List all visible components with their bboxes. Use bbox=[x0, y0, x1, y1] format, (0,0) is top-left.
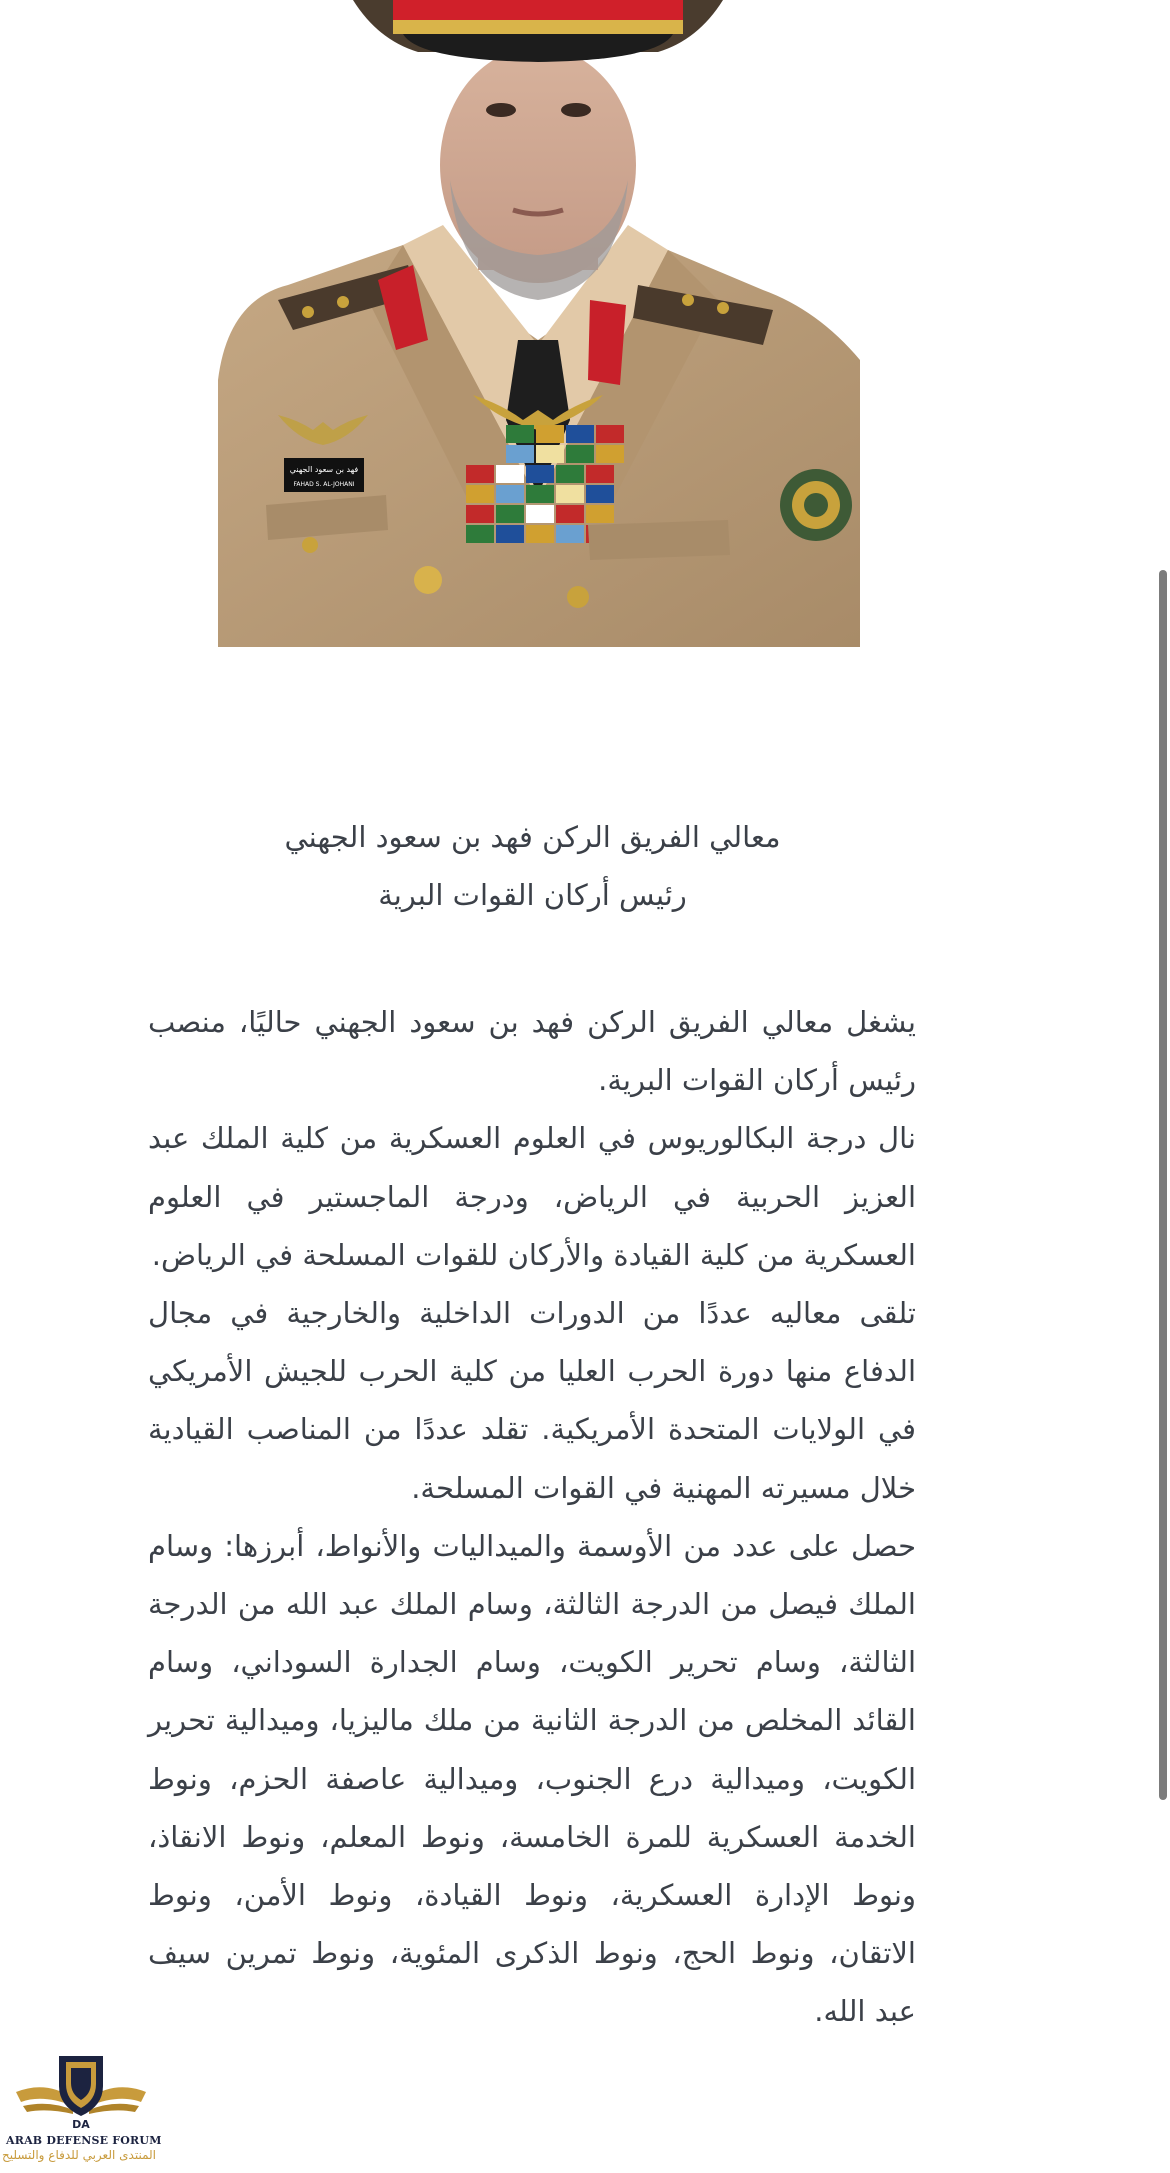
arab-defense-forum-watermark bbox=[2, 2050, 162, 2168]
watermark-arabic-text: المنتدى العربي للدفاع والتسليح bbox=[2, 2148, 156, 2162]
logo-mark-text: DA bbox=[72, 2118, 90, 2131]
vertical-scrollbar[interactable] bbox=[1156, 560, 1170, 1810]
general-name-heading: معالي الفريق الركن فهد بن سعود الجهني bbox=[284, 820, 781, 854]
profile-photo bbox=[218, 0, 860, 647]
bio-paragraph-courses: تلقى معاليه عددًا من الدورات الداخلية والخارجية في مجال الدفاع منها دورة الحرب العليا من كلية الحرب للجيش الأمريكي في الولايات المتحدة الأمريكية. تقلد عددًا من المناصب القيادية خلال مسيرته المهنية في القوات المسلحة. bbox=[148, 1296, 916, 1505]
bio-paragraph-education: نال درجة البكالوريوس في العلوم العسكرية من كلية الملك عبد العزيز الحربية في الرياض، ودرجة الماجستير في العلوم العسكرية من كلية القيادة والأركان للقوات المسلحة في الرياض. bbox=[148, 1121, 916, 1272]
general-position-heading: رئيس أركان القوات البرية bbox=[378, 878, 687, 912]
name-tag-arabic: فهد بن سعود الجهني bbox=[289, 465, 359, 474]
eagle-shield-logo-icon bbox=[11, 2050, 151, 2132]
bio-paragraph-awards: حصل على عدد من الأوسمة والميداليات والأنواط، أبرزها: وسام الملك فيصل من الدرجة الثالثة، وسام الملك عبد الله من الدرجة الثالثة، وسام تحرير الكويت، وسام الجدارة السوداني، وسام القائد المخلص من الدرجة الثانية من ملك ماليزيا، وميدالية تحرير الكويت، وميدالية درع الجنوب، وميدالية عاصفة الحزم، ونوط الخدمة العسكرية للمرة الخامسة، ونوط المعلم، ونوط الانقاذ، ونوط الإدارة العسكرية، ونوط القيادة، ونوط الأمن، ونوط الاتقان، ونوط الحج، ونوط الذكرى المئوية، ونوط تمرين سيف عبد الله. bbox=[148, 1528, 916, 2029]
bio-paragraph-current-role: يشغل معالي الفريق الركن فهد بن سعود الجهني حاليًا، منصب رئيس أركان القوات البرية. bbox=[148, 1005, 916, 1098]
watermark-english-text: ARAB DEFENSE FORUM bbox=[6, 2134, 162, 2147]
name-tag-english: FAHAD S. AL-JOHANI bbox=[293, 481, 355, 488]
general-portrait-image bbox=[218, 0, 860, 647]
scrollbar-thumb[interactable] bbox=[1159, 570, 1167, 1800]
biography-text bbox=[148, 993, 916, 2041]
